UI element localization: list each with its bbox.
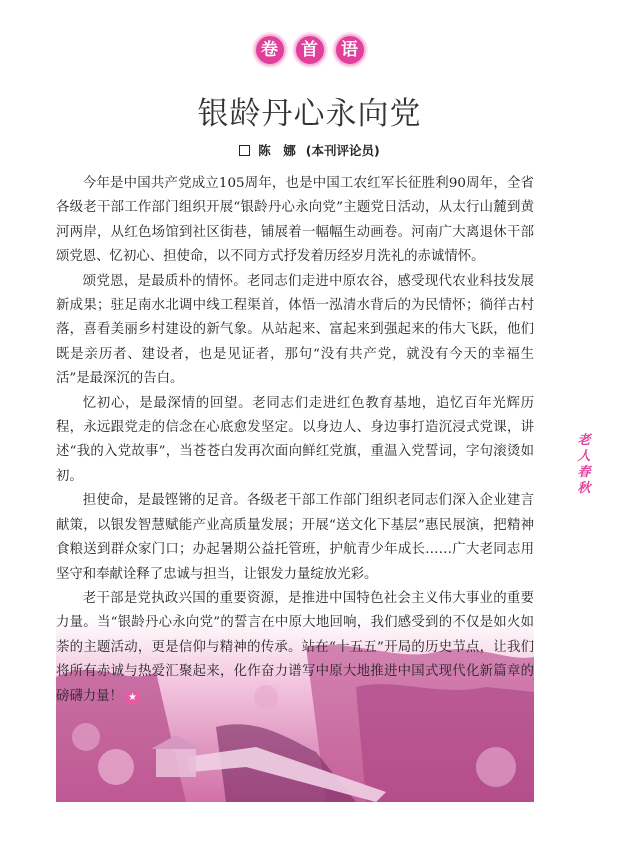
paragraph-5 bbox=[56, 587, 534, 709]
side-label: 老 人 春 秋 bbox=[577, 433, 591, 496]
section-badge-2: 首 bbox=[294, 34, 326, 66]
byline bbox=[0, 141, 619, 159]
paragraph-1: 今年是中国共产党成立105周年，也是中国工农红军长征胜利90周年，全省各级老干部工作部门组织开展“银龄丹心永向党”主题党日活动，从太行山麓到黄河两岸，从红色场馆到社区街巷，铺展着一幅幅生动画卷。河南广大离退休干部颂党恩、忆初心、担使命，以不同方式抒发着历经岁月洗礼的赤诚情怀。 bbox=[56, 176, 534, 265]
paragraph-2: 颂党恩，是最质朴的情怀。老同志们走进中原农谷，感受现代农业科技发展新成果；驻足南水北调中线工程渠首，体悟一泓清水背后的为民情怀；徜徉古村落，喜看美丽乡村建设的新气象。从站起来、富起来到强起来的伟大飞跃，他们既是亲历者、建设者，也是见证者，那句“没有共产党，就没有今天的幸福生活”是最深沉的告白。 bbox=[56, 273, 534, 387]
article-title: 银龄丹心永向党 bbox=[197, 96, 422, 132]
section-badge-3: 语 bbox=[334, 34, 366, 66]
end-mark-icon: ★ bbox=[126, 691, 139, 704]
byline-author: 陈 娜 bbox=[258, 143, 296, 158]
paragraph-3: 忆初心，是最深情的回望。老同志们走进红色教育基地，追忆百年光辉历程，永远跟党走的信念在心底愈发坚定。以身边人、身边事打造沉浸式党课，讲述“我的入党故事”，当苍苍白发再次面向鲜红党旗，重温入党誓词，字句滚烫如初。 bbox=[56, 395, 534, 484]
byline-box-icon bbox=[239, 145, 250, 156]
paragraph-5-text: 老干部是党执政兴国的重要资源，是推进中国特色社会主义伟大事业的重要力量。当“银龄丹心永向党”的誓言在中原大地回响，我们感受到的不仅是如火如荼的主题活动，更是信仰与精神的传承。站在“十五五”开局的历史节点，让我们将所有赤诚与热爱汇聚起来，化作奋力谱写中原大地推进中国式现代化新篇章的磅礴力量！ bbox=[56, 590, 534, 704]
section-badge-1: 卷 bbox=[254, 34, 286, 66]
paragraph-4: 担使命，是最铿锵的足音。各级老干部工作部门组织老同志们深入企业建言献策，以银发智慧赋能产业高质量发展；开展“送文化下基层”惠民展演，把精神食粮送到群众家门口；办起暑期公益托管班，护航青少年成长……广大老同志用坚守和奉献诠释了忠诚与担当，让银发力量绽放光彩。 bbox=[56, 493, 534, 582]
article-body bbox=[56, 172, 534, 709]
section-header bbox=[0, 34, 619, 66]
byline-role: (本刊评论员) bbox=[305, 143, 380, 158]
